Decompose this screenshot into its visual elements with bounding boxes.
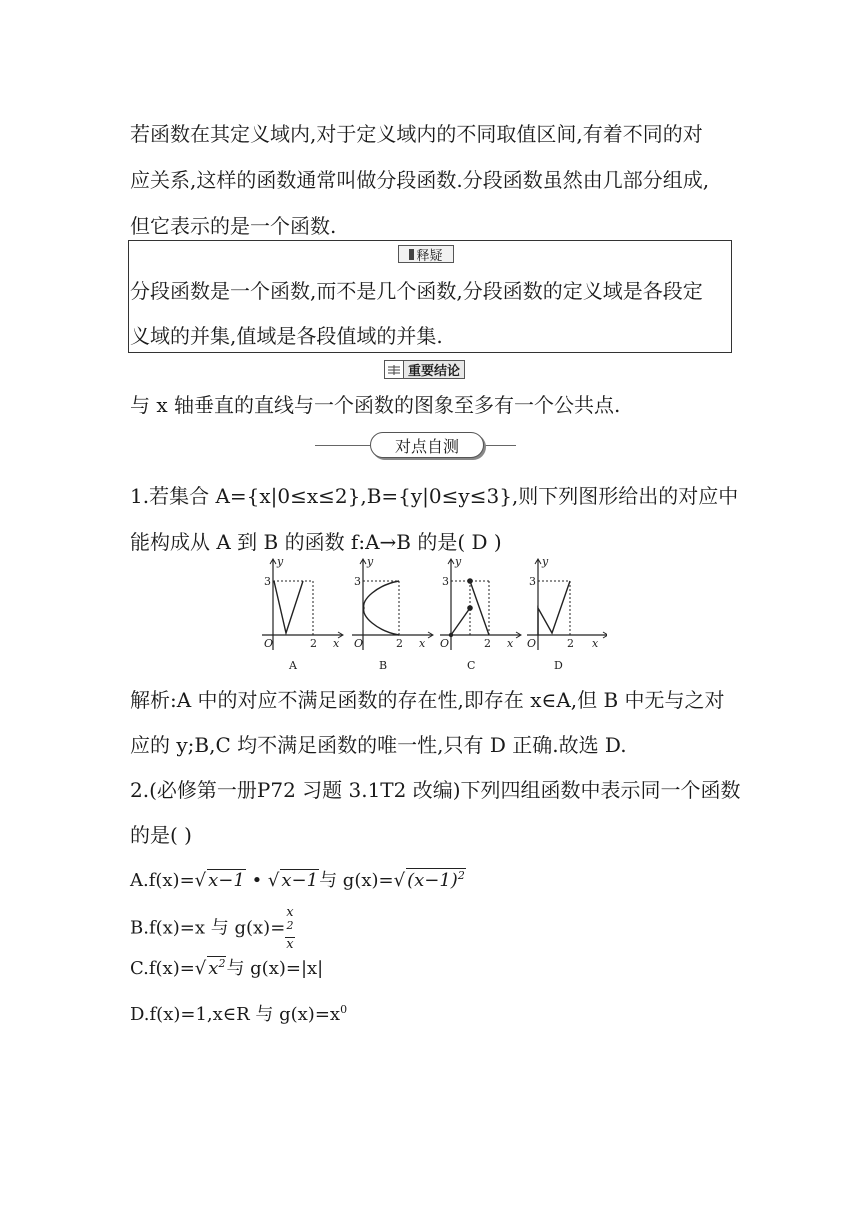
q2-option-a-exp: 2 <box>457 869 465 882</box>
q2-option-a-root3: (x−1) <box>407 870 458 891</box>
q2-option-c-post: 与 g(x)=|x| <box>226 958 324 979</box>
intro-line-1: 若函数在其定义域内,对于定义域内的不同取值区间,有着不同的对 <box>130 122 703 146</box>
graph-d-ylabel: y <box>542 555 549 568</box>
graph-b-xlabel: x <box>419 637 426 650</box>
graph-a-xlabel: x <box>333 637 340 650</box>
graph-a-ylabel: y <box>277 555 284 568</box>
clarify-line-1: 分段函数是一个函数,而不是几个函数,分段函数的定义域是各段定 <box>130 279 703 303</box>
graph-c-xlabel: x <box>507 637 514 650</box>
graph-c-xtick: 2 <box>484 637 491 650</box>
q2-option-b-den: x <box>286 937 294 953</box>
q2-option-c-root: x <box>208 958 219 979</box>
q2-option-c-exp: 2 <box>218 957 226 970</box>
clarify-tag-label: 释疑 <box>416 248 443 264</box>
graph-a-xtick: 2 <box>310 637 317 650</box>
q2-option-c-prefix: C.f(x)= <box>130 958 195 979</box>
q1-figures <box>257 555 607 680</box>
q2-option-c: C.f(x)=√ $x^2$与 g(x)=|x| <box>130 957 324 979</box>
graph-b <box>352 555 433 672</box>
q2-option-b-fraction <box>285 906 294 951</box>
section-rule-left <box>315 445 370 446</box>
section-rule-right <box>484 445 516 446</box>
q2-option-b-num: x <box>286 905 294 920</box>
graph-d <box>527 555 607 672</box>
q2-option-b-prefix: B.f(x)=x 与 g(x)= <box>130 917 286 939</box>
graph-c-ylabel: y <box>455 555 462 568</box>
section-title <box>370 432 484 458</box>
tag-bar-icon <box>409 249 414 260</box>
conclusion-tag-label: 重要结论 <box>404 360 465 379</box>
q2-option-a: A.f(x)=√ x−1 • √ x−1与 g(x)=√ $(x-1)^2$ <box>130 869 465 891</box>
q2-option-b-numexp: 2 <box>286 919 294 932</box>
q1-line-2: 能构成从 A 到 B 的函数 f:A→B 的是( D ) <box>130 530 502 554</box>
graph-b-ylabel: y <box>367 555 374 568</box>
graph-b-ytick: 3 <box>354 575 361 588</box>
q2-option-d <box>130 1000 347 1026</box>
graph-a-origin: O <box>264 637 274 650</box>
conclusion-text: 与 x 轴垂直的直线与一个函数的图象至多有一个公共点. <box>130 393 621 417</box>
graph-c <box>440 555 521 672</box>
q2-option-a-mid: 与 g(x)= <box>319 870 394 891</box>
conclusion-icon <box>384 360 404 379</box>
graph-d-caption: D <box>554 659 563 672</box>
graph-a-caption: A <box>289 659 297 672</box>
graph-b-caption: B <box>379 659 388 672</box>
graph-c-origin: O <box>440 637 450 650</box>
q2-line-1: 2.(必修第一册P72 习题 3.1T2 改编)下列四组函数中表示同一个函数 <box>130 778 741 802</box>
graph-c-ytick: 3 <box>442 575 449 588</box>
conclusion-tag <box>384 360 465 379</box>
q2-option-b <box>130 906 295 951</box>
q2-line-2: 的是( ) <box>130 823 192 847</box>
q2-option-a-prefix: A.f(x)= <box>130 870 195 891</box>
graph-b-origin: O <box>354 637 364 650</box>
q2-option-d-exp: 0 <box>340 1003 348 1016</box>
q2-option-a-root1: x−1 <box>208 870 245 891</box>
section-title-text: 对点自测 <box>394 436 459 456</box>
graph-d-origin: O <box>527 637 537 650</box>
q2-option-d-text: D.f(x)=1,x∈R 与 g(x)=x <box>130 1004 341 1025</box>
clarify-line-2: 义域的并集,值域是各段值域的并集. <box>130 324 443 348</box>
q1-analysis-2: 应的 y;B,C 均不满足函数的唯一性,只有 D 正确.故选 D. <box>130 733 627 757</box>
clarify-tag <box>398 245 454 263</box>
graph-c-caption: C <box>467 659 476 672</box>
q2-option-a-root2: x−1 <box>281 870 319 891</box>
graph-d-xtick: 2 <box>567 637 574 650</box>
q1-figures-svg <box>257 555 607 680</box>
q1-analysis-1: 解析:A 中的对应不满足函数的存在性,即存在 x∈A,但 B 中无与之对 <box>130 688 725 712</box>
q2-option-a-dot: • <box>245 870 268 891</box>
graph-b-xtick: 2 <box>396 637 403 650</box>
graph-d-xlabel: x <box>592 637 599 650</box>
graph-a-ytick: 3 <box>264 575 271 588</box>
intro-line-3: 但它表示的是一个函数. <box>130 214 337 238</box>
graph-a <box>262 555 343 672</box>
q1-line-1: 1.若集合 A={x|0≤x≤2},B={y|0≤y≤3},则下列图形给出的对应中 <box>130 484 739 508</box>
graph-d-ytick: 3 <box>529 575 536 588</box>
intro-line-2: 应关系,这样的函数通常叫做分段函数.分段函数虽然由几部分组成, <box>130 168 710 192</box>
